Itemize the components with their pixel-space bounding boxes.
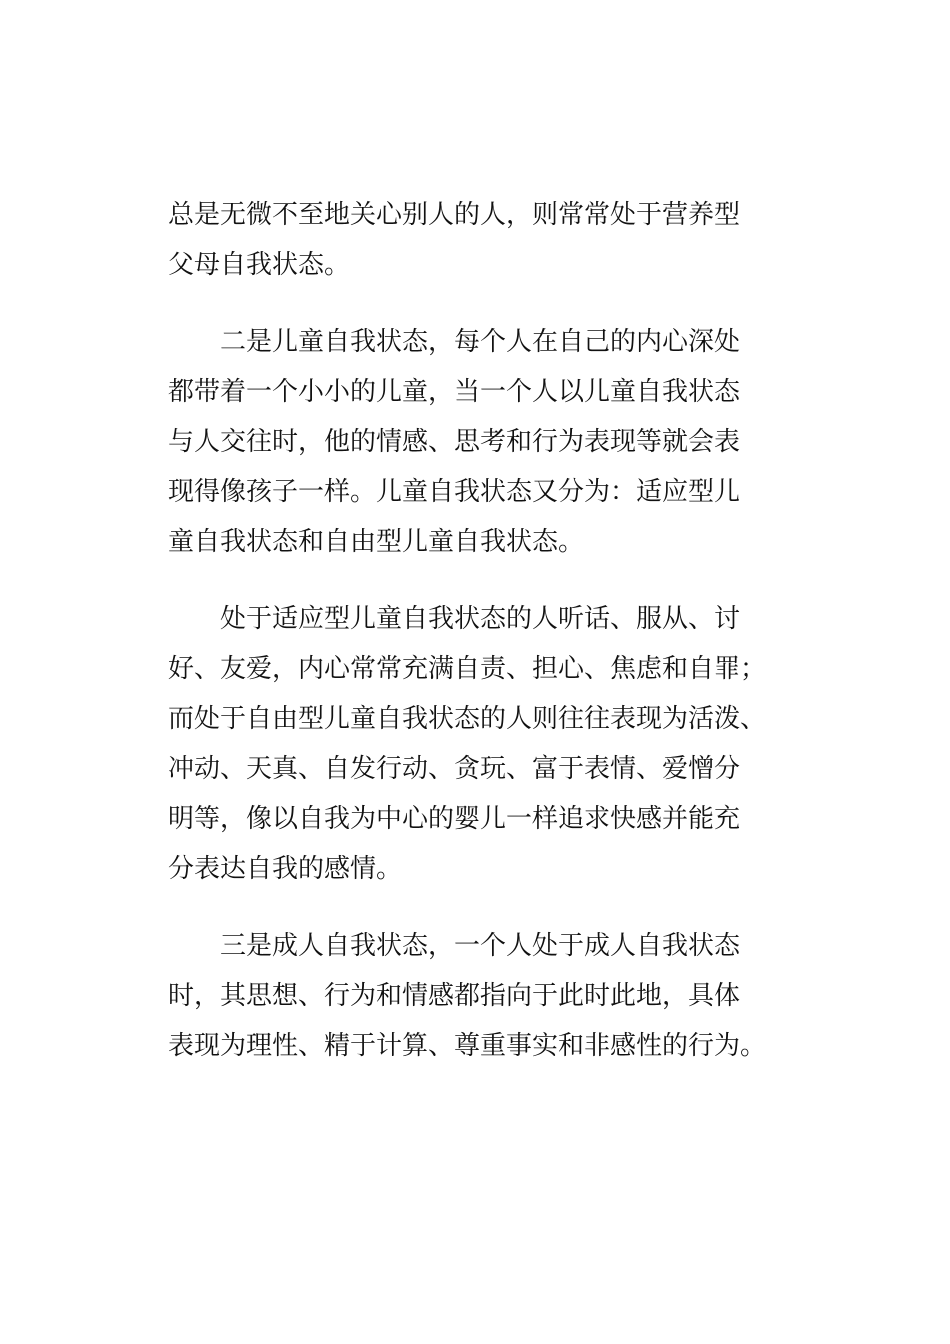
paragraph-2 [168, 317, 768, 567]
paragraph-4 [168, 921, 768, 1071]
text-line: 好、友爱，内心常常充满自责、担心、焦虑和自罪； [168, 654, 767, 684]
text-line: 父母自我状态。 [168, 250, 351, 280]
text-line: 分表达自我的感情。 [168, 854, 403, 884]
paragraph-3 [168, 594, 768, 894]
text-line: 冲动、天真、自发行动、贪玩、富于表情、爱憎分 [168, 754, 741, 784]
text-line: 处于适应型儿童自我状态的人听话、服从、讨 [220, 604, 741, 634]
text-line: 时，其思想、行为和情感都指向于此时此地，具体 [168, 981, 741, 1011]
text-line: 二是儿童自我状态，每个人在自己的内心深处 [220, 327, 741, 357]
text-line: 表现为理性、精于计算、尊重事实和非感性的行为。 [168, 1031, 767, 1061]
text-line: 现得像孩子一样。儿童自我状态又分为：适应型儿 [168, 477, 741, 507]
paragraph-1 [168, 190, 768, 290]
text-line: 明等，像以自我为中心的婴儿一样追求快感并能充 [168, 804, 741, 834]
text-line: 童自我状态和自由型儿童自我状态。 [168, 527, 585, 557]
text-line: 总是无微不至地关心别人的人，则常常处于营养型 [168, 200, 741, 230]
text-line: 都带着一个小小的儿童，当一个人以儿童自我状态 [168, 377, 741, 407]
text-line: 而处于自由型儿童自我状态的人则往往表现为活泼、 [168, 704, 767, 734]
text-line: 与人交往时，他的情感、思考和行为表现等就会表 [168, 427, 741, 457]
text-line: 三是成人自我状态，一个人处于成人自我状态 [220, 931, 741, 961]
body-text [168, 190, 768, 1098]
